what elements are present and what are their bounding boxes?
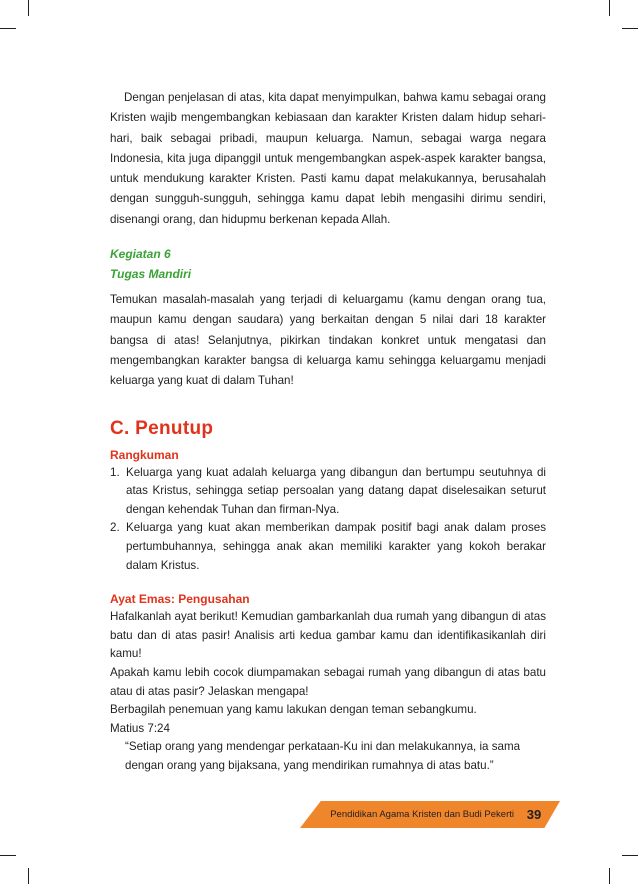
list-item [110, 464, 546, 520]
verse-share: Berbagilah penemuan yang kamu lakukan dengan teman sebangkumu. [110, 703, 477, 717]
crop-mark [28, 0, 29, 16]
verse-reference: Matius 7:24 [110, 721, 170, 735]
list-text: Keluarga yang kuat akan memberikan dampak positif bagi anak dalam proses pertumbuhannya, sehingga anak akan memiliki karakter yang kokoh berakar dalam Kristus. [126, 521, 546, 572]
activity-subtitle: Tugas Mandiri [110, 267, 192, 282]
list-number: 2. [110, 521, 120, 535]
activity-title: Kegiatan 6 [110, 247, 171, 262]
footer-book-title: Pendidikan Agama Kristen dan Budi Pekerti [330, 809, 514, 820]
section-title: C. Penutup [110, 417, 214, 439]
verse-title: Ayat Emas: Pengusahan [110, 592, 250, 607]
crop-mark [28, 868, 29, 884]
summary-list [110, 464, 546, 576]
list-number: 1. [110, 465, 120, 479]
page-content [110, 88, 546, 775]
verse-quote: “Setiap orang yang mendengar perkataan-Ku ini dan melakukannya, ia sama dengan orang yang bijaksana, yang mendirikan rumahnya di atas batu.” [125, 740, 521, 772]
list-text: Keluarga yang kuat adalah keluarga yang dibangun dan bertumpu seutuhnya di atas Kristus, sehingga setiap persoalan yang datang dapat diselesaikan seturut dengan kehendak Tuhan dan firman-Nya. [126, 465, 546, 516]
crop-mark [622, 28, 638, 29]
crop-mark [609, 868, 610, 884]
crop-mark [0, 28, 16, 29]
crop-mark [0, 855, 16, 856]
summary-title: Rangkuman [110, 447, 179, 462]
activity-body: Temukan masalah-masalah yang terjadi di keluargamu (kamu dengan orang tua, maupun kamu dengan saudara) yang berkaitan dengan 5 nilai dari 18 karakter bangsa di atas! Selanjutnya, pikirkan tindakan konkret untuk mengatasi dan mengembangkan karakter bangsa di keluarga kamu sehingga keluargamu menjadi keluarga yang kuat di dalam Tuhan! [110, 293, 546, 388]
verse-instruction: Hafalkanlah ayat berikut! Kemudian gambarkanlah dua rumah yang dibangun di atas batu dan di atas pasir! Analisis arti kedua gambar kamu dan identifikasikanlah diri kamu! [110, 610, 546, 661]
list-item [110, 519, 546, 575]
verse-question: Apakah kamu lebih cocok diumpamakan sebagai rumah yang dibangun di atas batu atau di atas pasir? Jelaskan mengapa! [110, 665, 546, 698]
intro-paragraph: Dengan penjelasan di atas, kita dapat menyimpulkan, bahwa kamu sebagai orang Kristen wajib mengembangkan kebiasaan dan karakter Kristen dalam hidup sehari-hari, baik sebagai pribadi, maupun keluarga. Namun, sebagai warga negara Indonesia, kita juga dipanggil untuk mengembangkan aspek-aspek karakter bangsa, untuk mendukung karakter Kristen. Pasti kamu dapat melakukannya, berusahalah dengan sungguh-sungguh, sehingga kamu dapat lebih mengasihi dirimu sendiri, disenangi orang, dan hidupmu berkenan kepada Allah. [110, 91, 546, 226]
crop-mark [609, 0, 610, 16]
page-number: 39 [526, 807, 542, 822]
crop-mark [622, 855, 638, 856]
